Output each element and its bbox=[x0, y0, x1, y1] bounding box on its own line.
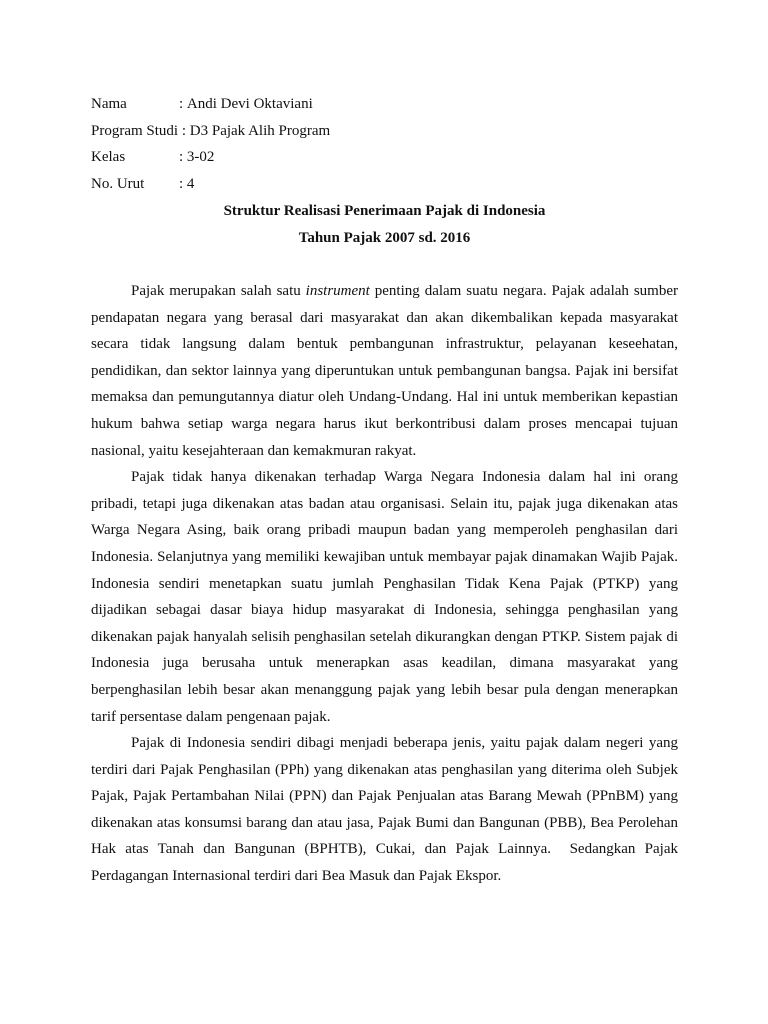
paragraph-2: Pajak tidak hanya dikenakan terhadap Warga Negara Indonesia dalam hal ini orang pribadi, tetapi juga dikenakan atas badan atau organisasi. Selain itu, pajak juga dikenakan atas Warga Negara Asing, baik orang pribadi maupun badan yang memperoleh penghasilan dari Indonesia. Selanjutnya yang memiliki kewajiban untuk membayar pajak dinamakan Wajib Pajak. Indonesia sendiri menetapkan suatu jumlah Penghasilan Tidak Kena Pajak (PTKP) yang dijadikan sebagai dasar biaya hidup masyarakat di Indonesia, sehingga penghasilan yang dikenakan pajak hanyalah selisih penghasilan setelah dikurangkan dengan PTKP. Sistem pajak di Indonesia juga berusaha untuk menerapkan asas keadilan, dimana masyarakat yang berpenghasilan lebih besar akan menanggung pajak yang lebih besar pula dengan menerapkan tarif persentase dalam pengenaan pajak. bbox=[91, 469, 678, 725]
number-separator: : bbox=[179, 175, 187, 192]
name-label: Nama bbox=[91, 96, 127, 112]
program-value: D3 Pajak Alih Program bbox=[189, 122, 331, 139]
paragraph-1-text-end: penting dalam suatu negara. Pajak adalah sumber pendapatan negara yang berasal dari masyarakat dan akan dikembalikan kepada masyarakat secara tidak langsung dalam bentuk pembangunan infrastruktur, pelayanan keseehatan, pendidikan, dan sektor lainnya yang diperuntukan untuk pembangunan bangsa. Pajak ini bersifat memaksa dan pemungutannya diatur oleh Undang-Undang. Hal ini untuk memberikan kepastian hukum bahwa setiap warga negara harus ikut berkontribusi dalam proses mencapai tujuan nasional, yaitu kesejahteraan dan kemakmuran rakyat. bbox=[91, 283, 682, 459]
document-body bbox=[91, 278, 682, 890]
paragraph-1 bbox=[91, 278, 682, 464]
class-row bbox=[91, 144, 691, 171]
program-label: Program Studi bbox=[91, 122, 179, 139]
student-info-block bbox=[91, 91, 691, 197]
program-separator: : bbox=[178, 122, 190, 139]
document-title: Struktur Realisasi Penerimaan Pajak di Indonesia bbox=[223, 203, 546, 219]
paragraph-1-emphasis: instrument bbox=[305, 283, 370, 299]
class-label: Kelas bbox=[91, 149, 126, 165]
paragraph-1-text-start: Pajak merupakan salah satu bbox=[131, 283, 306, 299]
class-value: 3-02 bbox=[186, 149, 215, 165]
paragraph-3: Pajak di Indonesia sendiri dibagi menjadi beberapa jenis, yaitu pajak dalam negeri yang terdiri dari Pajak Penghasilan (PPh) yang dikenakan atas penghasilan yang diterima oleh Subjek Pajak, Pajak Pertambahan Nilai (PPN) dan Pajak Penjualan atas Barang Mewah (PPnBM) yang dikenakan atas konsumsi barang dan atau jasa, Pajak Bumi dan Bangunan (PBB), Bea Perolehan Hak atas Tanah dan Bangunan (BPHTB), Cukai, dan Pajak Lainnya. Sedangkan Pajak Perdagangan Internasional terdiri dari Bea Masuk dan Pajak Ekspor. bbox=[91, 735, 682, 885]
name-row bbox=[91, 91, 691, 118]
program-row bbox=[91, 118, 691, 145]
class-separator: : bbox=[179, 149, 187, 165]
name-value: Andi Devi Oktaviani bbox=[186, 96, 313, 112]
number-value: 4 bbox=[186, 175, 195, 192]
name-separator: : bbox=[179, 96, 187, 112]
document-subtitle: Tahun Pajak 2007 sd. 2016 bbox=[298, 230, 471, 246]
number-row bbox=[91, 171, 691, 198]
number-label: No. Urut bbox=[91, 175, 145, 192]
